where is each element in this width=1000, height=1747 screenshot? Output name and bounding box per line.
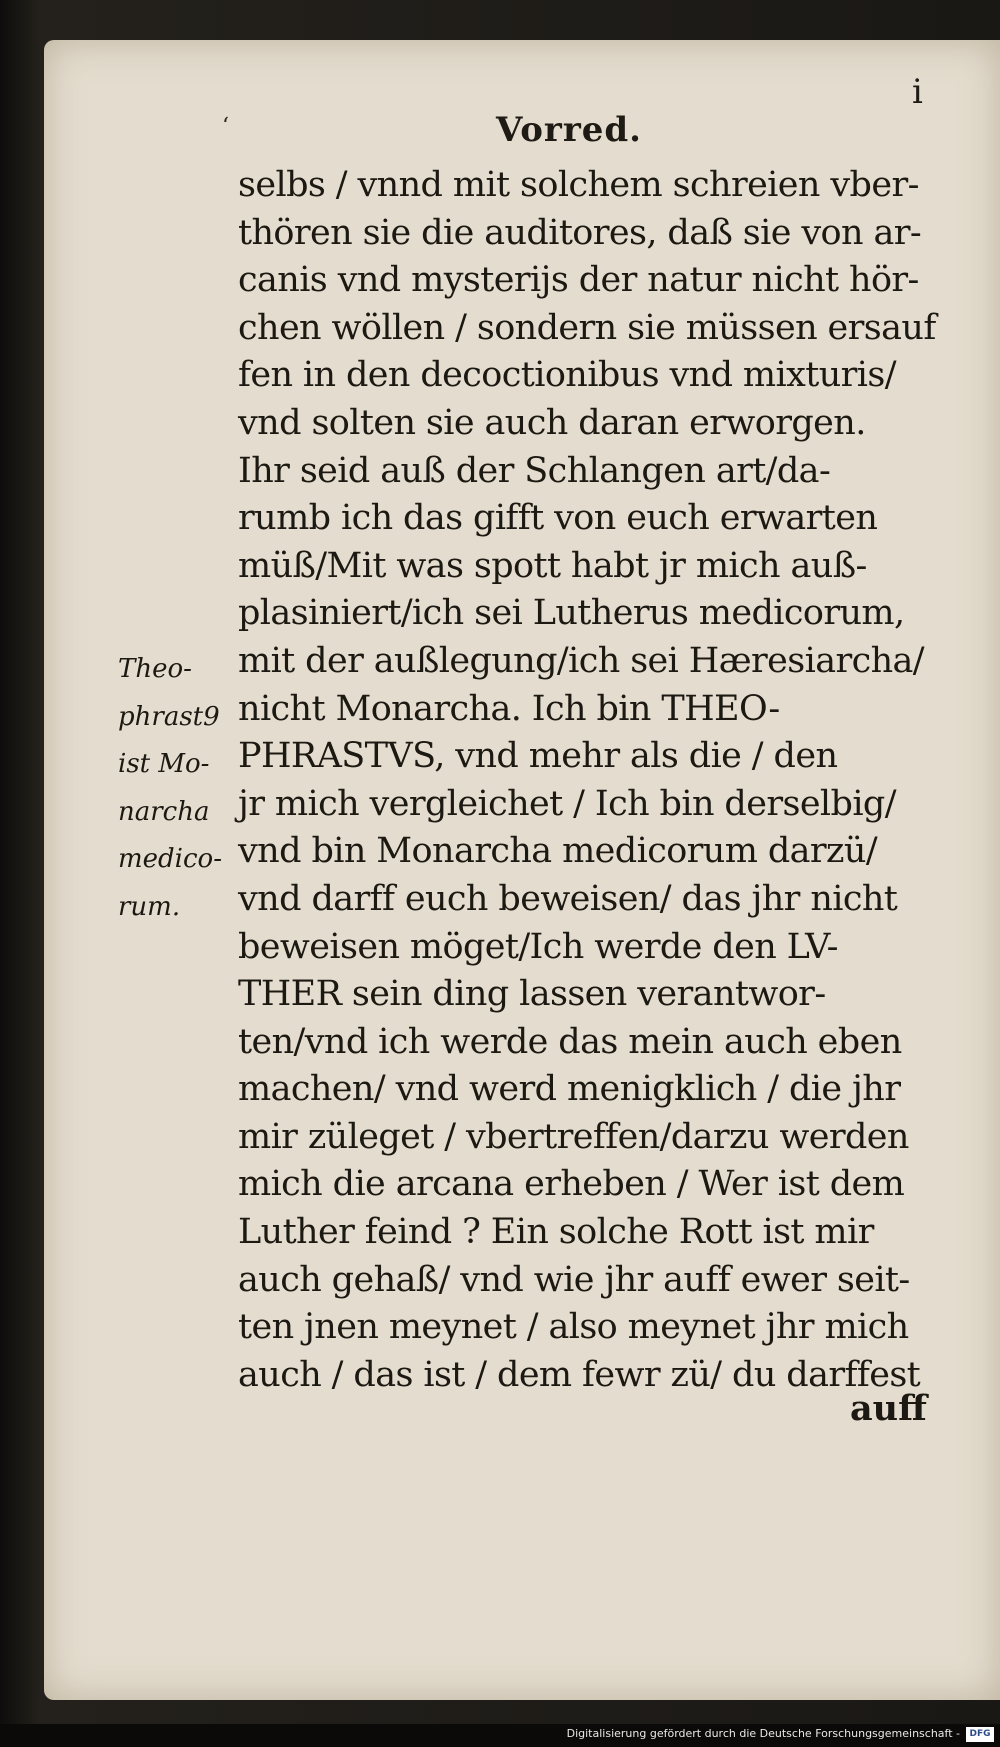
- footer-credit: Digitalisierung gefördert durch die Deutsche Forschungsgemeinschaft -: [566, 1727, 960, 1740]
- ink-mark: ‘: [222, 114, 229, 139]
- text-line: Luther feind ? Ein solche Rott ist mir: [238, 1212, 874, 1253]
- text-line: chen wöllen / sondern sie müssen ersauf: [238, 307, 936, 348]
- margin-note: [118, 646, 236, 932]
- margin-note-line: rum.: [118, 891, 181, 922]
- text-line: vnd darff euch beweisen/ das jhr nicht: [238, 878, 898, 919]
- text-line: müß/Mit was spott habt jr mich auß-: [238, 545, 867, 586]
- text-line: PHRASTVS, vnd mehr als die / den: [238, 736, 838, 777]
- text-line: ten/vnd ich werde das mein auch eben: [238, 1021, 902, 1062]
- page-number: i: [912, 72, 923, 112]
- body-text: [238, 162, 938, 1399]
- text-line: thören sie die auditores, daß sie von ar-: [238, 212, 922, 253]
- text-line: mich die arcana erheben / Wer ist dem: [238, 1164, 905, 1205]
- text-line: machen/ vnd werd menigklich / die jhr: [238, 1069, 901, 1110]
- text-line: plasiniert/ich sei Lutherus medicorum,: [238, 593, 905, 634]
- margin-note-line: Theo-: [118, 654, 192, 684]
- running-head: Vorred.: [496, 110, 643, 150]
- text-line: Ihr seid auß der Schlangen art/da-: [238, 450, 831, 491]
- margin-note-line: medico-: [118, 844, 222, 875]
- dfg-logo: DFG: [966, 1727, 994, 1742]
- text-line: beweisen möget/Ich werde den LV-: [238, 926, 838, 967]
- text-line: auch gehaß/ vnd wie jhr auff ewer seit-: [238, 1259, 910, 1300]
- text-line: selbs / vnnd mit solchem schreien vber-: [238, 165, 919, 205]
- margin-note-line: narcha: [118, 796, 210, 827]
- text-line: nicht Monarcha. Ich bin THEO-: [238, 688, 780, 729]
- text-line: auch / das ist / dem fewr zü/ du darffest: [238, 1354, 921, 1395]
- margin-note-line: ist Mo-: [118, 749, 210, 780]
- text-line: fen in den decoctionibus vnd mixturis/: [238, 355, 896, 396]
- text-line: ten jnen meynet / also meynet jhr mich: [238, 1307, 909, 1348]
- catchword: auff: [850, 1388, 927, 1429]
- text-line: vnd solten sie auch daran erworgen.: [238, 402, 866, 443]
- text-line: vnd bin Monarcha medicorum darzü/: [238, 831, 878, 872]
- text-line: canis vnd mysterijs der natur nicht hör-: [238, 260, 919, 301]
- text-line: mit der außlegung/ich sei Hæresiarcha/: [238, 640, 925, 681]
- text-line: mir züleget / vbertreffen/darzu werden: [238, 1116, 909, 1157]
- text-line: jr mich vergleichet / Ich bin derselbig/: [238, 783, 896, 824]
- margin-note-line: phrast9: [118, 701, 220, 732]
- text-line: rumb ich das gifft von euch erwarten: [238, 498, 878, 539]
- text-line: THER sein ding lassen verantwor-: [238, 974, 826, 1015]
